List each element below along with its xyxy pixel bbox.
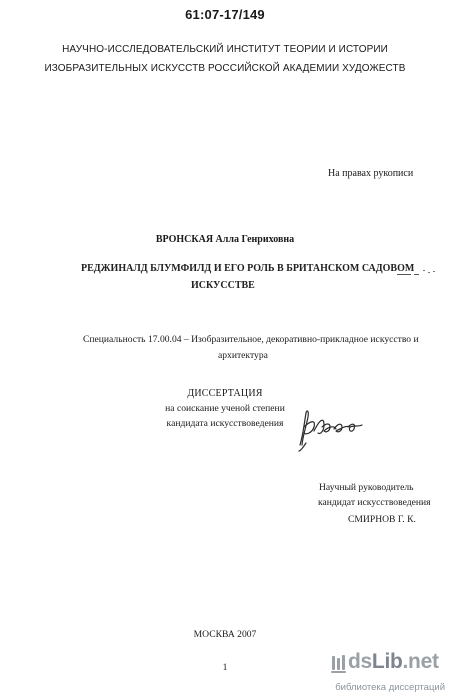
city-year: МОСКВА 2007 (193, 629, 257, 640)
specialty-line-2: архитектура (218, 350, 268, 361)
dslib-logo-icon (330, 654, 348, 674)
thesis-title-line-2: ИСКУССТВЕ (191, 280, 255, 291)
manuscript-rights-note: На правах рукописи (328, 168, 414, 179)
dslib-tagline: библиотека диссертаций (335, 682, 445, 693)
title-scan-marks (397, 263, 441, 277)
institution-line-2: ИЗОБРАЗИТЕЛЬНЫХ ИСКУССТВ РОССИЙСКОЙ АКАДЕМИИ ХУДОЖЕСТВ (44, 63, 406, 74)
handwritten-signature (294, 405, 366, 453)
dissertation-degree-line-2: кандидата искусствоведения (166, 418, 284, 429)
dslib-logo-text: dsLib.net (348, 650, 439, 673)
specialty-line-1: Специальность 17.00.04 – Изобразительное, декоративно-прикладное искусство и (83, 334, 419, 345)
registry-code: 61:07-17/149 (185, 7, 265, 22)
institution-line-1: НАУЧНО-ИССЛЕДОВАТЕЛЬСКИЙ ИНСТИТУТ ТЕОРИИ И ИСТОРИИ (62, 44, 388, 55)
supervisor-degree: кандидат искусствоведения (318, 497, 431, 508)
dslib-watermark (330, 650, 448, 698)
dissertation-heading: ДИССЕРТАЦИЯ (187, 388, 263, 399)
author-name: ВРОНСКАЯ Алла Генриховна (155, 234, 295, 245)
supervisor-name: СМИРНОВ Г. К. (348, 514, 416, 525)
supervisor-role: Научный руководитель (319, 482, 414, 493)
dissertation-degree-line-1: на соискание ученой степени (165, 403, 285, 414)
thesis-title-line-1: РЕДЖИНАЛД БЛУМФИЛД И ЕГО РОЛЬ В БРИТАНСКОМ САДОВОМ (81, 263, 415, 274)
page-number: 1 (222, 662, 228, 673)
